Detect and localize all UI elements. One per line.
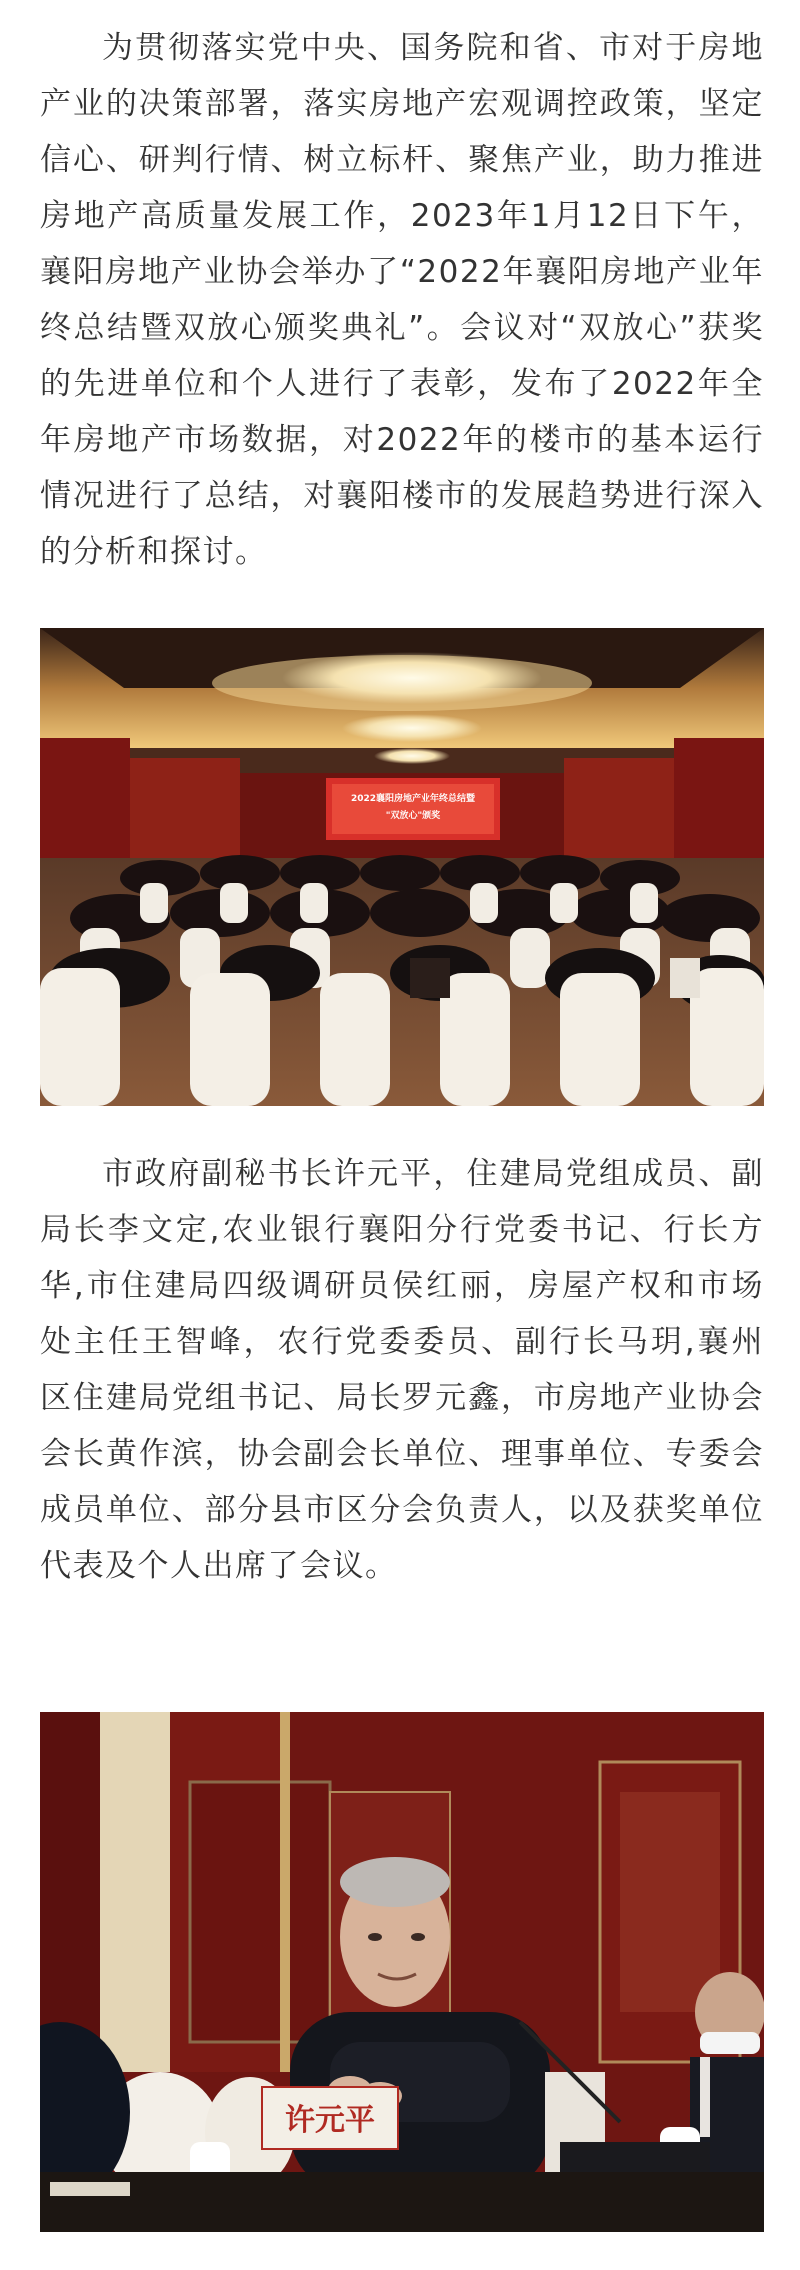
nameplate-name: 许元平 bbox=[285, 2103, 375, 2138]
screen-title: 2022襄阳房地产业年终总结暨 bbox=[350, 794, 476, 804]
screen-subtitle: "双放心"颁奖 bbox=[385, 811, 441, 821]
attendees-paragraph: 市政府副秘书长许元平，住建局党组成员、副局长李文定,农业银行襄阳分行党委书记、行长方华,市住建局四级调研员侯红丽，房屋产权和市场处主任王智峰，农行党委委员、副行长马玥,襄州区住建局党组书记、局长罗元鑫，市房地产业协会会长黄作滨，协会副会长单位、理事单位、专委会成员单位、部分县市区分会负责人，以及获奖单位代表及个人出席了会议。 bbox=[40, 1156, 764, 1584]
speaker-photo bbox=[40, 1712, 764, 2232]
conference-hall-photo bbox=[40, 628, 764, 1106]
intro-paragraph: 为贯彻落实党中央、国务院和省、市对于房地产业的决策部署，落实房地产宏观调控政策，坚定信心、研判行情、树立标杆、聚焦产业，助力推进房地产高质量发展工作，2023年1月12日下午，襄阳房地产业协会举办了“2022年襄阳房地产业年终总结暨双放心颁奖典礼”。会议对“双放心”获奖的先进单位和个人进行了表彰，发布了2022年全年房地产市场数据，对2022年的楼市的基本运行情况进行了总结，对襄阳楼市的发展趋势进行深入的分析和探讨。 bbox=[40, 30, 764, 570]
